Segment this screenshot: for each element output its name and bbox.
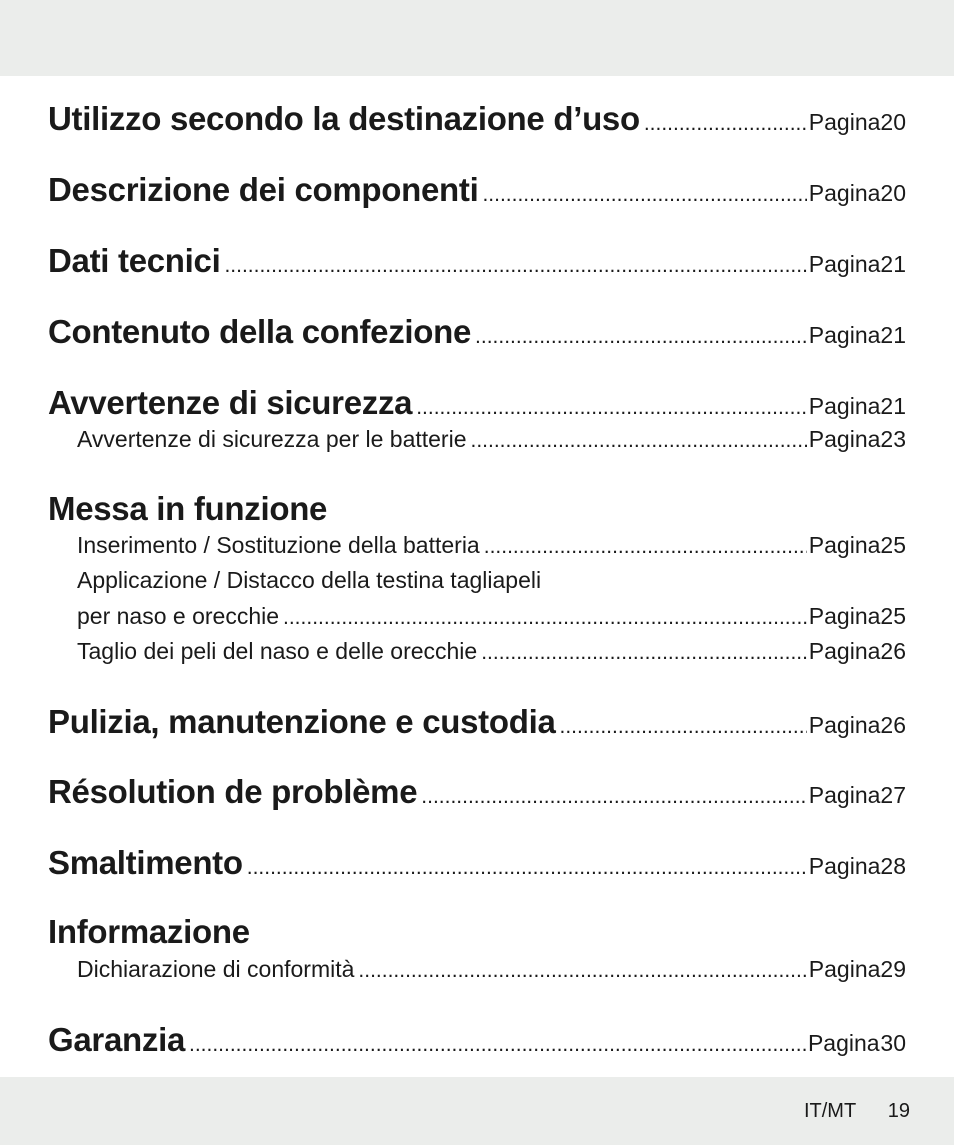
dot-leader xyxy=(247,856,807,880)
dot-leader xyxy=(484,535,807,559)
toc-entry[interactable] xyxy=(48,171,906,209)
toc-subheading: Inserimento / Sostituzione della batteria xyxy=(77,532,480,558)
dot-leader xyxy=(358,959,806,983)
page-footer xyxy=(804,1100,910,1123)
page-number: 20 xyxy=(880,109,906,135)
page-label: Pagina xyxy=(808,393,881,419)
dot-leader xyxy=(644,112,807,136)
page-label: Pagina xyxy=(808,782,881,808)
toc-entry[interactable] xyxy=(48,703,906,741)
toc-entry[interactable] xyxy=(48,100,906,138)
page-number: 27 xyxy=(880,782,906,808)
page-label: Pagina xyxy=(808,109,881,135)
dot-leader xyxy=(416,396,807,420)
toc-subentry[interactable] xyxy=(77,532,906,559)
page-number: 29 xyxy=(880,956,906,982)
dot-leader xyxy=(560,715,807,739)
page-label: Pagina xyxy=(808,426,881,452)
toc-subheading: Dichiarazione di conformità xyxy=(77,956,355,982)
page-label: Pagina xyxy=(808,638,881,664)
toc-subentry[interactable] xyxy=(77,603,906,630)
toc-entry[interactable] xyxy=(48,773,906,811)
dot-leader xyxy=(224,254,806,278)
toc-heading[interactable]: Messa in funzione xyxy=(48,490,328,527)
page-number: 25 xyxy=(880,603,906,629)
page-number: 21 xyxy=(880,393,906,419)
page-number: 25 xyxy=(880,532,906,558)
page-number: 23 xyxy=(880,426,906,452)
toc-subentry[interactable] xyxy=(77,638,906,665)
dot-leader xyxy=(283,606,807,630)
page-label: Pagina xyxy=(808,180,881,206)
page-label: Pagina xyxy=(808,322,881,348)
toc-entry[interactable] xyxy=(48,384,906,422)
toc-entry[interactable] xyxy=(48,313,906,351)
page-number: 26 xyxy=(880,712,906,738)
toc-heading: Résolution de problème xyxy=(48,773,418,810)
toc-heading: Descrizione dei componenti xyxy=(48,171,479,208)
top-band xyxy=(0,0,954,76)
page-number: 21 xyxy=(880,251,906,277)
toc-heading: Smaltimento xyxy=(48,844,243,881)
toc-heading: Pulizia, manutenzione e custodia xyxy=(48,703,556,740)
dot-leader xyxy=(189,1033,806,1057)
toc-subheading: Taglio dei peli del naso e delle orecchie xyxy=(77,638,478,664)
page-label: Pagina xyxy=(808,532,881,558)
toc-entry[interactable] xyxy=(48,242,906,280)
toc-subentry[interactable] xyxy=(77,426,906,453)
language-code: IT/MT xyxy=(803,1100,857,1122)
dot-leader xyxy=(421,785,807,809)
toc-subheading: Avvertenze di sicurezza per le batterie xyxy=(77,426,467,452)
toc-entry[interactable] xyxy=(48,844,906,882)
toc-heading: Utilizzo secondo la destinazione d’uso xyxy=(48,100,640,137)
toc-heading: Garanzia xyxy=(48,1021,185,1058)
toc-heading[interactable]: Informazione xyxy=(48,913,250,950)
toc-heading: Avvertenze di sicurezza xyxy=(48,384,413,421)
page-label: Pagina xyxy=(808,712,881,738)
page-number: 21 xyxy=(880,322,906,348)
toc-subheading: per naso e orecchie xyxy=(77,603,280,629)
page-label: Pagina xyxy=(808,251,881,277)
dot-leader xyxy=(475,325,807,349)
dot-leader xyxy=(471,429,807,453)
page-number: 26 xyxy=(880,638,906,664)
dot-leader xyxy=(481,641,807,665)
toc-subentry[interactable] xyxy=(77,956,906,983)
toc-entry[interactable] xyxy=(48,1021,906,1059)
page-number: 20 xyxy=(880,180,906,206)
page-label: Pagina xyxy=(808,956,881,982)
page-number: 28 xyxy=(880,853,906,879)
toc-subheading[interactable]: Applicazione / Distacco della testina tagliapeli xyxy=(77,567,542,593)
footer-page-number: 19 xyxy=(887,1100,910,1122)
page-label: Pagina xyxy=(808,603,881,629)
page-number: 30 xyxy=(880,1030,906,1056)
toc-heading: Contenuto della confezione xyxy=(48,313,472,350)
toc-heading: Dati tecnici xyxy=(48,242,221,279)
page-label: Pagina xyxy=(807,1030,880,1056)
page-label: Pagina xyxy=(808,853,881,879)
dot-leader xyxy=(482,183,806,207)
